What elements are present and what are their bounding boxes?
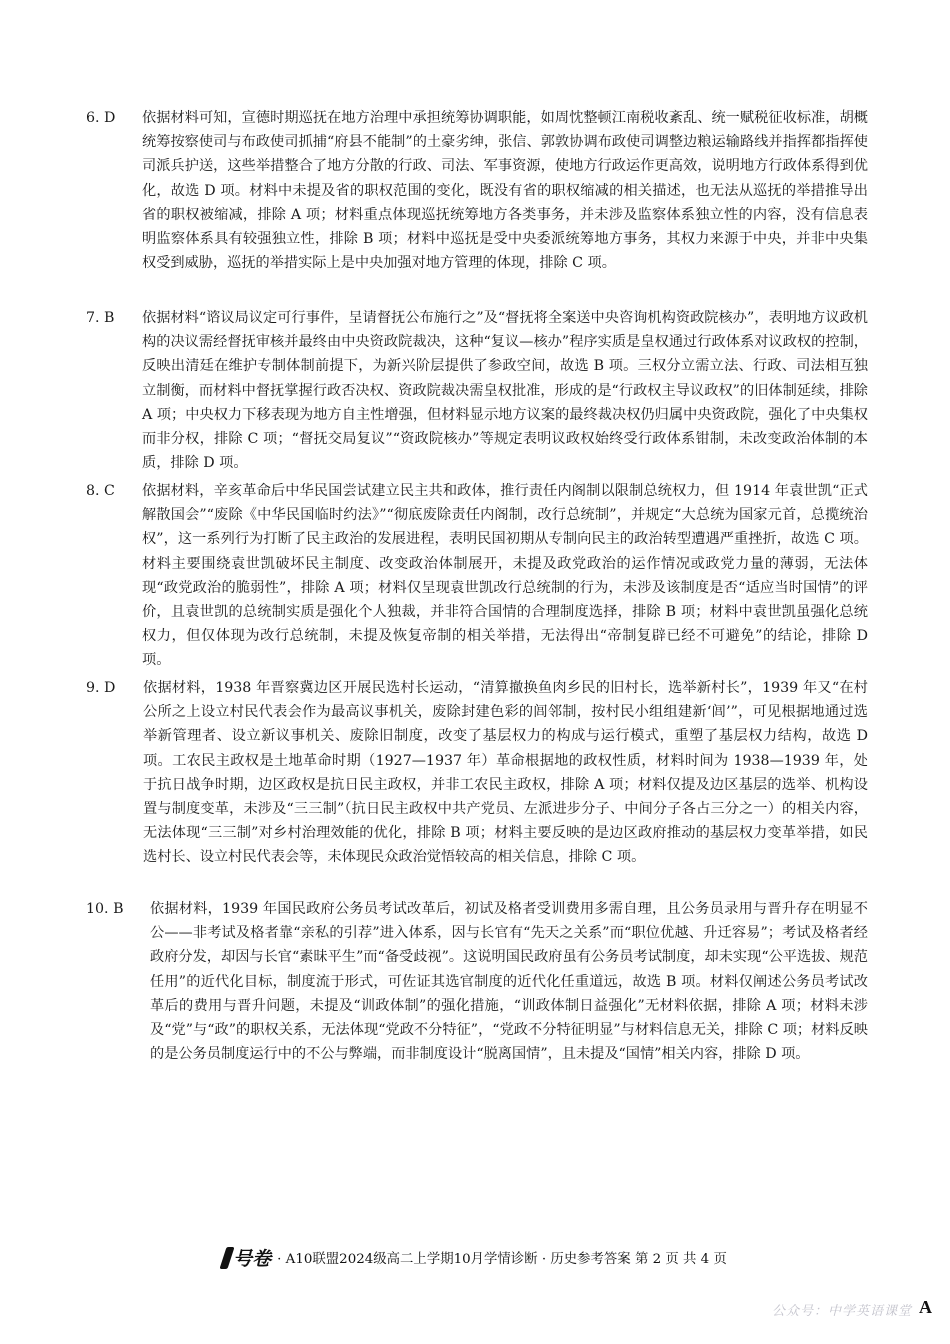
answer-item-7 — [86, 306, 868, 475]
answer-item-8 — [86, 479, 868, 673]
logo-text: 号卷 — [233, 1248, 272, 1270]
answer-explanation: 依据材料，1939 年国民政府公务员考试改革后，初试及格者受训费用多需自理，且公务员录用与晋升存在明显不公——非考试及格者靠“亲私的引荐”进入体系，因与长官有“先天之关系”而“职位优越、升迁容易”；考试及格者经政府分发，却因与长官“素昧平生”而“备受歧视”。这说明国民政府虽有公务员考试制度，却未实现“公平选拔、规范任用”的近代化目标，制度流于形式，可佐证其选官制度的近代化任重道远，故选 B 项。材料仅阐述公务员考试改革后的费用与晋升问题，未提及“训政体制”的强化措施，“训政体制日益强化”无材料依据，排除 A 项；材料未涉及“党”与“政”的职权关系，无法体现“党政不分特征”，“党政不分特征明显”与材料信息无关，排除 C 项；材料反映的是公务员制度运行中的不公与弊端，而非制度设计“脱离国情”，且未提及“国情”相关内容，排除 D 项。 — [150, 901, 868, 1063]
answer-item-9 — [86, 676, 868, 870]
corner-letter: A — [919, 1297, 932, 1317]
publisher-logo — [223, 1244, 271, 1271]
answer-explanation: 依据材料，辛亥革命后中华民国尝试建立民主共和政体，推行责任内阁制以限制总统权力，但 1914 年袁世凯“正式解散国会”“废除《中华民国临时约法》”“彻底废除责任内阁制，改行总统制”，并规定“大总统为国家元首，总揽统治权”，这一系列行为打断了民主政治的发展进程，表明民国初期从专制向民主的政治转型遭遇严重挫折，故选 C 项。材料主要围绕袁世凯破坏民主制度、改变政治体制展开，未提及政党政治的运作情况或政党力量的薄弱，无法体现“政党政治的脆弱性”，排除 A 项；材料仅呈现袁世凯改行总统制的行为，未涉及该制度是否“适应当时国情”的评价，且袁世凯的总统制实质是强化个人独裁，并非符合国情的合理制度选择，排除 B 项；材料中袁世凯虽强化总统权力，但仅体现为改行总统制，未提及恢复帝制的相关举措，无法得出“帝制复辟已经不可避免”的结论，排除 D 项。 — [142, 483, 868, 669]
answer-item-6 — [86, 106, 868, 275]
answer-explanation: 依据材料“谘议局议定可行事件，呈请督抚公布施行之”及“督抚将全案送中央咨询机构资政院核办”，表明地方议政机构的决议需经督抚审核并最终由中央资政院裁决，这种“复议—核办”程序实质是皇权通过行政体系对议政权的控制，反映出清廷在维护专制体制前提下，为新兴阶层提供了参政空间，故选 B 项。三权分立需立法、行政、司法相互独立制衡，而材料中督抚掌握行政否决权、资政院裁决需皇权批准，形成的是“行政权主导议政权”的旧体制延续，排除 A 项；中央权力下移表现为地方自主性增强，但材料显示地方议案的最终裁决权仍归属中央资政院，强化了中央集权而非分权，排除 C 项；“督抚交局复议”“资政院核办”等规定表明议政权始终受行政体系钳制，未改变政治体制的本质，排除 D 项。 — [142, 310, 868, 472]
answer-number: 10. B — [86, 901, 124, 917]
answer-number: 8. C — [86, 483, 115, 499]
footer-text: · A10联盟2024级高二上学期10月学情诊断 · 历史参考答案 第 2 页 共 4 页 — [277, 1252, 727, 1267]
answer-explanation: 依据材料，1938 年晋察冀边区开展民选村长运动，“清算撤换鱼肉乡民的旧村长，选举新村长”，1939 年又“在村公所之上设立村民代表会作为最高议事机关，废除封建色彩的闾邻制，按村民小组组建新‘闾’”，可见根据地通过选举新管理者、设立新议事机关、废除旧制度，改变了基层权力的构成与运行模式，重塑了基层权力结构，故选 D 项。工农民主政权是土地革命时期（1927—1937 年）革命根据地的政权性质，材料时间为 1938—1939 年，处于抗日战争时期，边区政权是抗日民主政权，并非工农民主政权，排除 A 项；材料仅提及边区基层的选举、机构设置与制度变革，未涉及“三三制”（抗日民主政权中共产党员、左派进步分子、中间分子各占三分之一）的相关内容，无法体现“三三制”对乡村治理效能的优化，排除 B 项；材料主要反映的是边区政府推动的基层权力变革举措，如民选村长、设立村民代表会等，未体现民众政治觉悟较高的相关信息，排除 C 项。 — [143, 680, 868, 866]
answer-item-10 — [86, 897, 868, 1066]
answer-number: 9. D — [86, 680, 116, 696]
answer-number: 7. B — [86, 310, 115, 326]
page-footer — [0, 1244, 950, 1271]
answer-number: 6. D — [86, 110, 116, 126]
answer-explanation: 依据材料可知，宣德时期巡抚在地方治理中承担统筹协调职能，如周忱整顿江南税收紊乱、统一赋税征收标准，胡概统筹按察使司与布政使司抓捕“府县不能制”的土豪劣绅，张信、郭敦协调布政使司调整边粮运输路线并指挥都指挥使司派兵护送，这些举措整合了地方分散的行政、司法、军事资源，使地方行政运作更高效，说明地方行政体系得到优化，故选 D 项。材料中未提及省的职权范围的变化，既没有省的职权缩减的相关描述，也无法从巡抚的举措推导出省的职权被缩减，排除 A 项；材料重点体现巡抚统筹地方各类事务，并未涉及监察体系独立性的内容，没有信息表明监察体系具有较强独立性，排除 B 项；材料中巡抚是受中央委派统筹地方事务，其权力来源于中央，并非中央集权受到威胁，巡抚的举措实际上是中央加强对地方管理的体现，排除 C 项。 — [142, 110, 868, 272]
watermark: 公众号：中学英语课堂 — [771, 1304, 912, 1319]
